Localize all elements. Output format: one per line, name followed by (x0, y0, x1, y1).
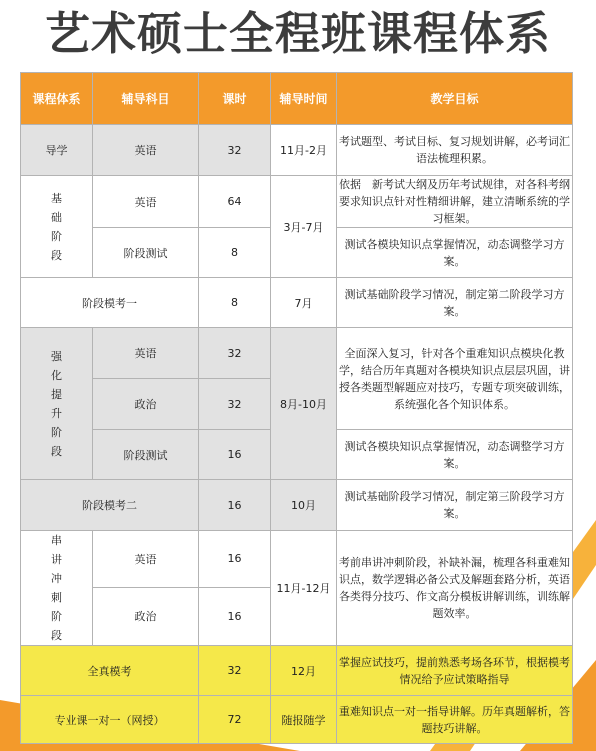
table-row (21, 278, 573, 328)
time-cell: 3月-7月 (271, 176, 337, 278)
goal-cell: 掌握应试技巧，提前熟悉考场各环节，根据模考情况给予应试策略指导 (337, 646, 573, 696)
hours-cell: 32 (199, 328, 271, 379)
table-row (21, 480, 573, 531)
table-row (21, 125, 573, 176)
header-goal: 教学目标 (337, 73, 573, 125)
goal-cell: 考前串讲冲刺阶段，补缺补漏，梳理各科重难知识点，数学逻辑必备公式及解题套路分析，英语各类得分技巧、作文高分模板讲解训练，训练解题效率。 (337, 531, 573, 646)
time-cell: 11月-12月 (271, 531, 337, 646)
exam-name-cell: 阶段模考二 (21, 480, 199, 531)
table-row (21, 328, 573, 379)
hours-cell: 32 (199, 646, 271, 696)
course-system-cell (21, 328, 93, 480)
goal-cell: 重难知识点一对一指导讲解。历年真题解析，答题技巧讲解。 (337, 696, 573, 744)
header-hours: 课时 (199, 73, 271, 125)
time-cell: 8月-10月 (271, 328, 337, 480)
subject-cell: 英语 (93, 176, 199, 228)
subject-cell: 英语 (93, 531, 199, 588)
course-system-label: 强化提升阶段 (51, 349, 62, 458)
goal-cell: 测试基础阶段学习情况，制定第二阶段学习方案。 (337, 278, 573, 328)
goal-cell: 测试各模块知识点掌握情况，动态调整学习方案。 (337, 228, 573, 278)
course-system-cell (21, 531, 93, 646)
hours-cell: 72 (199, 696, 271, 744)
course-table (20, 72, 573, 744)
time-cell: 随报随学 (271, 696, 337, 744)
goal-cell: 全面深入复习，针对各个重难知识点模块化教学，结合历年真题对各模块知识点层层巩固，讲授各类题型解题应对技巧，专题专项突破训练，系统强化各个知识体系。 (337, 328, 573, 430)
subject-cell: 政治 (93, 587, 199, 645)
table-row (21, 531, 573, 588)
subject-cell: 英语 (93, 328, 199, 379)
course-system-label: 基础阶段 (51, 191, 62, 262)
hours-cell: 16 (199, 430, 271, 480)
goal-cell: 考试题型、考试目标、复习规划讲解，必考词汇语法梳理积累。 (337, 125, 573, 176)
header-row (21, 73, 573, 125)
table-row (21, 176, 573, 228)
subject-cell: 政治 (93, 379, 199, 430)
course-system-cell (21, 176, 93, 278)
page-title: 艺术硕士全程班课程体系 (44, 7, 551, 60)
table-row (21, 696, 573, 744)
goal-cell: 依据 新考试大纲及历年考试规律，对各科考纲要求知识点针对性精细讲解，建立清晰系统的学习框架。 (337, 176, 573, 228)
subject-cell: 阶段测试 (93, 430, 199, 480)
hours-cell: 32 (199, 379, 271, 430)
exam-name-cell: 全真模考 (21, 646, 199, 696)
exam-name-cell: 阶段模考一 (21, 278, 199, 328)
hours-cell: 8 (199, 278, 271, 328)
hours-cell: 16 (199, 531, 271, 588)
course-system-cell: 导学 (21, 125, 93, 176)
header-course-system: 课程体系 (21, 73, 93, 125)
hours-cell: 32 (199, 125, 271, 176)
time-cell: 12月 (271, 646, 337, 696)
hours-cell: 8 (199, 228, 271, 278)
hours-cell: 16 (199, 480, 271, 531)
course-system-label: 串讲冲刺阶段 (51, 534, 62, 642)
exam-name-cell: 专业课一对一（网授） (21, 696, 199, 744)
table-row (21, 646, 573, 696)
header-subject: 辅导科目 (93, 73, 199, 125)
time-cell: 11月-2月 (271, 125, 337, 176)
time-cell: 7月 (271, 278, 337, 328)
hours-cell: 64 (199, 176, 271, 228)
goal-cell: 测试各模块知识点掌握情况，动态调整学习方案。 (337, 430, 573, 480)
hours-cell: 16 (199, 587, 271, 645)
subject-cell: 阶段测试 (93, 228, 199, 278)
time-cell: 10月 (271, 480, 337, 531)
header-time: 辅导时间 (271, 73, 337, 125)
goal-cell: 测试基础阶段学习情况，制定第三阶段学习方案。 (337, 480, 573, 531)
subject-cell: 英语 (93, 125, 199, 176)
